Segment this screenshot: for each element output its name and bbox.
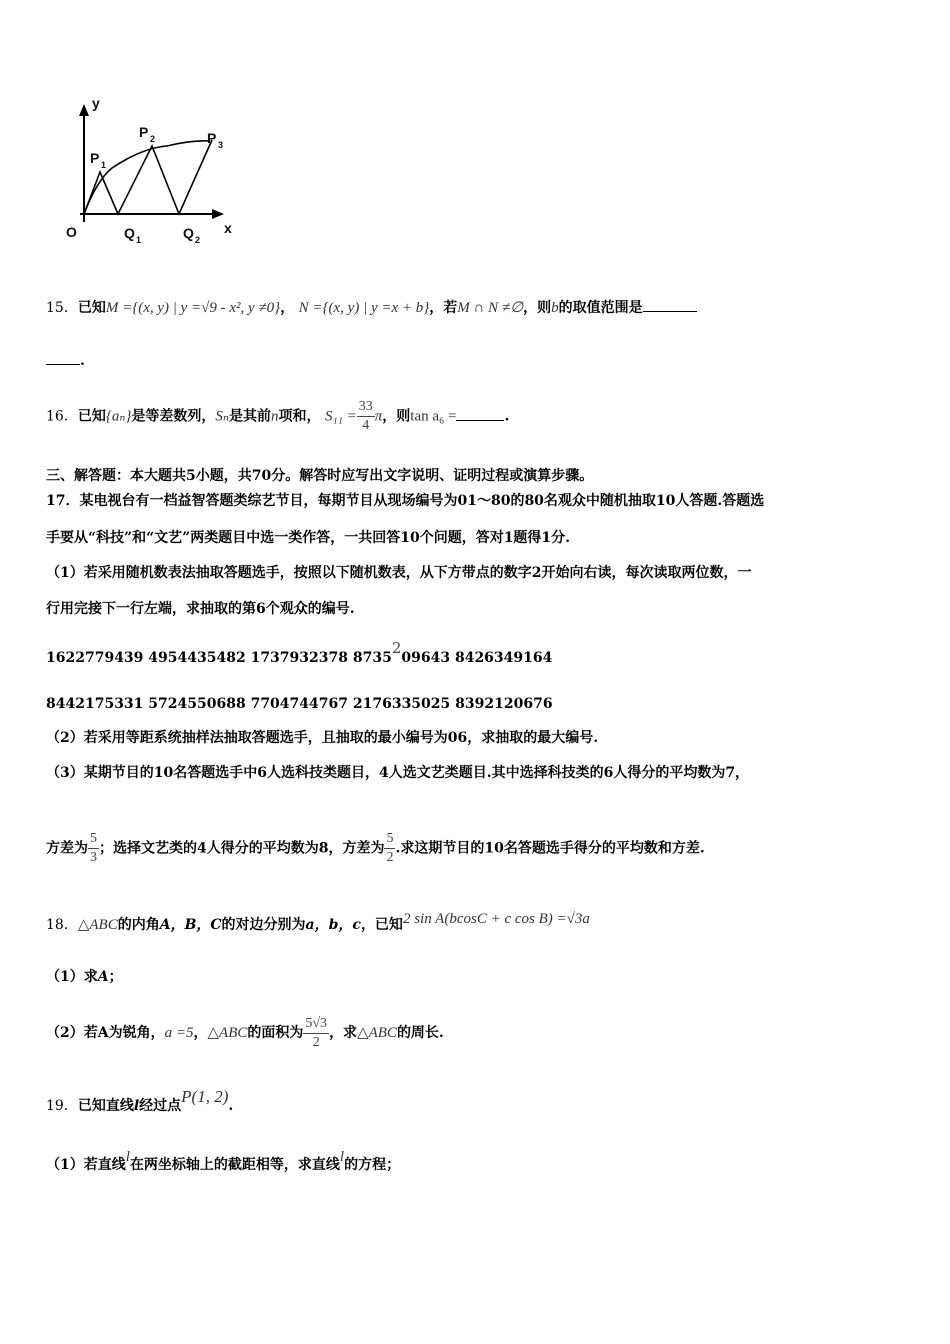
- section-3-heading: 三、解答题：本大题共5小题，共70分。解答时应写出文字说明、证明过程或演算步骤。: [46, 468, 594, 484]
- q17-line-1: 17．某电视台有一档益智答题类综艺节目，每期节目从现场编号为01～80的80名观众中随机抽取10人答题.答题选: [46, 493, 765, 509]
- q18-equation: 2 sin A(bcosC + c cos B) =√3a: [402, 911, 590, 927]
- q16-answer-blank: [456, 406, 504, 421]
- q15-text-4: ，则: [523, 300, 552, 316]
- sequence-a-n: {aₙ}: [105, 408, 132, 425]
- q19-p1-l2: l: [339, 1149, 345, 1165]
- q18-number: 18．: [46, 917, 78, 933]
- q18-p2-text-3: ，: [193, 1025, 208, 1041]
- s-11: S₁₁ =: [324, 408, 357, 425]
- frac-area-den: 2: [312, 1034, 320, 1050]
- q15-text-2: ，: [280, 300, 295, 316]
- intersection-condition: M ∩ N ≠∅: [457, 300, 524, 316]
- q18-p1-var: A: [97, 969, 109, 985]
- q19-text-1: 已知直线: [77, 1098, 134, 1114]
- q18-p2-text-1: （2）若: [46, 1025, 98, 1041]
- q19-p1-text-1: （1）若直线: [46, 1157, 126, 1173]
- q1-label: Q: [124, 225, 135, 241]
- q15-answer-blank-cont: [46, 350, 80, 365]
- frac-numerator: 33: [357, 398, 375, 417]
- q18-text-2: 的对边分别为: [221, 917, 306, 933]
- random-row-1-part-a: 1622779439 4954435482 1737932378 8735: [46, 650, 392, 666]
- fraction-33-over-4: [357, 398, 375, 435]
- pi: π: [374, 408, 383, 425]
- frac-denominator: 4: [362, 418, 370, 433]
- q18-triangle-2: △ABC: [357, 1025, 397, 1041]
- q18-p2-text-2: 为锐角，: [108, 1025, 165, 1041]
- fraction-5-over-3: [88, 830, 99, 867]
- q18-p2-text-6: 的周长.: [396, 1025, 444, 1041]
- point-p: P(1, 2): [181, 1087, 229, 1106]
- q16-text-1: 已知: [77, 408, 106, 425]
- q1-sub: 1: [136, 235, 142, 245]
- q16-text-3: 是其前: [229, 408, 271, 425]
- q15-end: .: [80, 353, 85, 369]
- q16-number: 16．: [46, 408, 78, 425]
- q18-p2-text-4: 的面积为: [247, 1025, 304, 1041]
- dotted-digit-2: 2: [391, 639, 402, 657]
- frac-5-2-den: 2: [386, 850, 394, 865]
- fraction-5sqrt3-over-2: [303, 1015, 329, 1052]
- zigzag-curve-figure: [52, 92, 252, 257]
- s-n: Sₙ: [215, 408, 229, 425]
- q15-answer-blank: [643, 297, 697, 312]
- q16-text-4: 项和，: [278, 408, 321, 425]
- q2-label: Q: [183, 225, 194, 241]
- q19-line: [46, 1087, 234, 1121]
- q2-sub: 2: [195, 235, 201, 245]
- q15-line: [46, 297, 697, 318]
- set-n: N ={(x, y) | y =x + b}: [298, 300, 430, 316]
- var-n: n: [271, 408, 279, 425]
- q19-end: .: [228, 1098, 234, 1114]
- q17-part1-line-1: （1）若采用随机数表法抽取答题选手，按照以下随机数表，从下方带点的数字2开始向右读，每次读取两位数，一: [46, 565, 752, 581]
- y-label: y: [92, 95, 100, 111]
- q17-part3-line-2: [46, 830, 705, 867]
- q18-sides: a，b，c: [305, 917, 361, 933]
- tan-a6: tan a₆ =: [410, 408, 457, 425]
- q16-line: [46, 398, 509, 435]
- q19-line-l: l: [133, 1098, 140, 1114]
- q19-p1-l: l: [125, 1149, 130, 1165]
- frac-5-3-num: 5: [88, 830, 99, 849]
- q18-line: [46, 911, 590, 935]
- x-axis-arrow: [212, 209, 224, 219]
- q16-text-2: 是等差数列，: [131, 408, 216, 425]
- q18-triangle-1: △ABC: [207, 1025, 248, 1041]
- q15-text-1: 已知: [77, 300, 106, 316]
- q18-p1-end: ；: [108, 969, 123, 985]
- p2-label: P: [139, 124, 149, 140]
- q17-p3-text-2: ；选择文艺类的4人得分的平均数为8，方差为: [99, 840, 385, 857]
- q16-text-5: ，则: [382, 408, 411, 425]
- q15-line-2: [46, 350, 85, 371]
- frac-5-3-den: 3: [90, 850, 97, 865]
- random-table-row-2: 8442175331 5724550688 7704744767 2176335025 8392120676: [46, 696, 553, 712]
- p1-sub: 1: [101, 160, 107, 170]
- fraction-5-over-2: [384, 830, 395, 867]
- q18-text-1: 的内角: [117, 917, 160, 933]
- q18-p1-text: （1）求: [46, 969, 98, 985]
- q18-a-equals-5: a =5: [164, 1025, 194, 1041]
- frac-5-2-num: 5: [384, 830, 395, 849]
- q17-line-2: 手要从“科技”和“文艺”两类题目中选一类作答，一共回答10个问题，答对1题得1分.: [46, 530, 571, 546]
- random-table-row-1: [46, 639, 553, 668]
- q19-p1-text-3: 的方程；: [344, 1157, 401, 1173]
- q19-p1-text-2: 在两坐标轴上的截距相等，求直线: [129, 1157, 340, 1173]
- p3-label: P: [207, 130, 217, 146]
- p2-sub: 2: [150, 134, 156, 144]
- q16-end: .: [504, 408, 510, 425]
- q19-text-2: 经过点: [139, 1098, 182, 1114]
- q17-part2: （2）若采用等距系统抽样法抽取答题选手，且抽取的最小编号为06，求抽取的最大编号.: [46, 730, 599, 746]
- q15-number: 15．: [46, 300, 78, 316]
- q17-p3-text-1: 方差为: [46, 840, 88, 857]
- q15-text-3: ，若: [429, 300, 458, 316]
- q18-part1: [46, 967, 123, 987]
- frac-area-num: 5√3: [303, 1015, 329, 1034]
- set-m: M ={(x, y) | y =√9 - x², y ≠0}: [105, 300, 281, 316]
- y-axis-arrow: [79, 104, 89, 116]
- triangle-abc: △ABC: [77, 917, 118, 933]
- p1-label: P: [90, 150, 100, 166]
- q17-part3-line-1: （3）某期节目的10名答题选手中6人选科技类题目，4人选文艺类题目.其中选择科技类的6人得分的平均数为7，: [46, 765, 750, 781]
- q18-angles: A，B，C: [159, 917, 222, 933]
- var-b: b: [551, 300, 559, 316]
- q18-p2-text-5: ，求: [329, 1025, 358, 1041]
- random-row-1-part-b: 09643 8426349164: [401, 650, 553, 666]
- q18-part2: [46, 1010, 444, 1056]
- origin-label: O: [66, 224, 77, 240]
- p3-sub: 3: [218, 140, 224, 150]
- q17-part1-line-2: 行用完接下一行左端，求抽取的第6个观众的编号.: [46, 601, 355, 617]
- q18-text-3: ，已知: [360, 917, 403, 933]
- q19-part1: [46, 1150, 400, 1180]
- x-label: x: [224, 220, 232, 236]
- q15-text-5: 的取值范围是: [558, 300, 643, 316]
- q19-number: 19．: [46, 1098, 78, 1114]
- q17-p3-text-3: .求这期节目的10名答题选手得分的平均数和方差.: [395, 840, 705, 857]
- q18-p2-var-a: A: [97, 1025, 109, 1041]
